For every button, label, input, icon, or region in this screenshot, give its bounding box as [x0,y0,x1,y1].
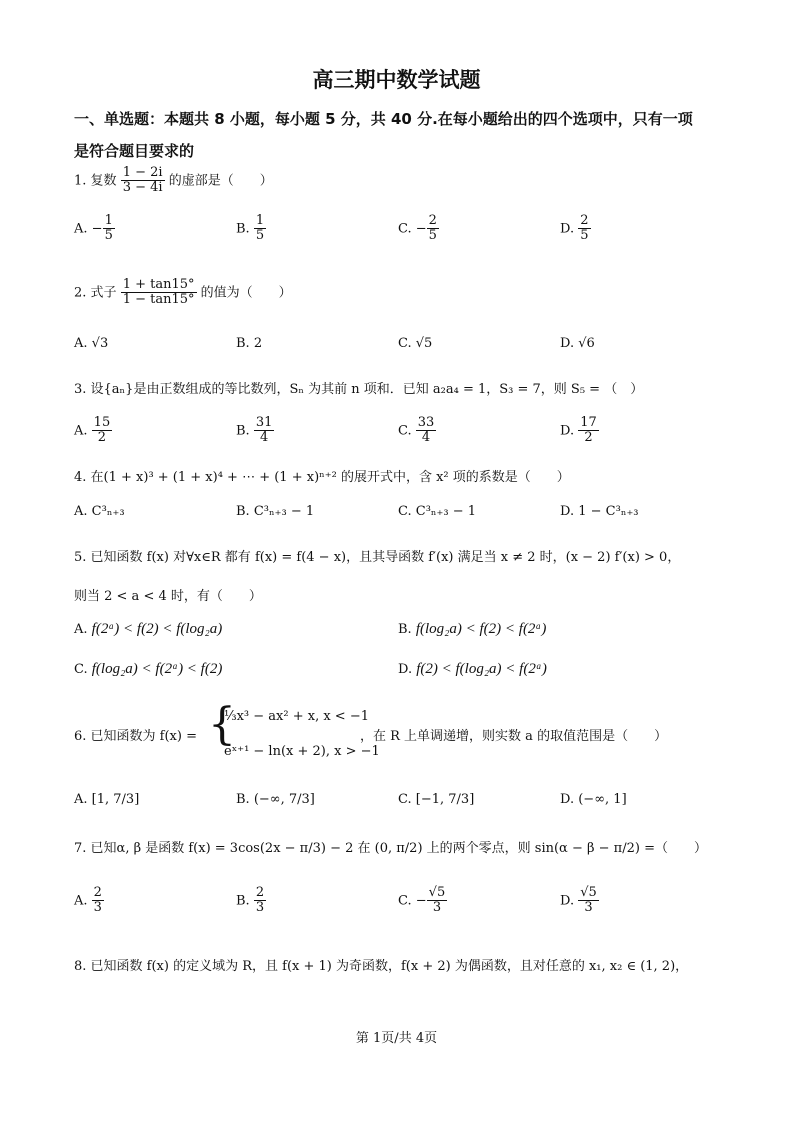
q2-option-b[interactable] [236,336,262,351]
question-7: 7. 已知α, β 是函数 f(x) = 3cos(2x − π/3) − 2 在 (0, π/2) 上的两个零点，则 sin(α − β − π/2) =（ ） [74,841,707,856]
q1-d-num: 2 [580,213,589,228]
q5-c-value: f(log₂a) < f(2ᵃ) < f(2) [91,661,223,677]
q3-b-label: B. [236,423,250,439]
q6-option-d[interactable] [560,792,627,807]
q5-a-label: A. [74,622,88,637]
q1-c-den: 5 [428,228,437,244]
q3-a-den: 2 [92,430,113,445]
q5-option-a[interactable] [74,621,222,638]
q6-d-label: D. [560,792,575,807]
q5-d-value: f(2) < f(log₂a) < f(2ᵃ) [416,661,547,677]
q3-d-label: D. [560,423,575,439]
q4-b-value: C³ₙ₊₃ − 1 [253,504,315,519]
q7-c-den: 3 [427,900,448,915]
q2-c-label: C. [398,336,412,351]
q4-option-c[interactable] [398,504,476,519]
section-heading-line2: 是符合题目要求的 [74,142,195,160]
q1-suffix: 的虚部是（ ） [168,173,273,189]
q2-d-value: √6 [578,336,595,351]
q6-brace: { [208,699,236,750]
q7-option-b[interactable] [236,886,266,916]
q1-fraction [121,166,165,196]
q2-c-value: √5 [415,336,433,351]
q7-d-num: √5 [580,885,597,900]
q7-a-den: 3 [93,900,102,916]
q1-frac-den: 3 − 4i [122,180,163,196]
q7-b-label: B. [236,893,250,909]
question-5-line2: 则当 2 < a < 4 时，有（ ） [74,589,262,604]
q4-a-value: C³ₙ₊₃ [91,504,125,519]
question-5-line1: 5. 已知函数 f(x) 对∀x∈R 都有 f(x) = f(4 − x)，且其导函数 f′(x) 满足当 x ≠ 2 时，(x − 2) f′(x) > 0， [74,550,681,565]
q3-c-label: C. [398,423,412,439]
q2-b-value: 2 [253,336,263,351]
q5-d-label: D. [398,662,413,677]
section-heading-line1: 一、单选题：本题共 8 小题，每小题 5 分，共 40 分.在每小题给出的四个选项中，只有一项 [74,110,693,128]
q1-option-a[interactable] [74,214,115,244]
q6-c-label: C. [398,792,412,807]
q5-b-label: B. [398,622,412,637]
q6-case1: ⅓x³ − ax² + x, x < −1 [224,709,369,724]
page-title: 高三期中数学试题 [312,68,481,92]
q1-c-sign: − [415,221,427,237]
q2-suffix: 的值为（ ） [200,285,292,301]
question-3: 3. 设{aₙ}是由正数组成的等比数列，Sₙ 为其前 n 项和．已知 a₂a₄ = 1，S₃ = 7，则 S₅ = （ ） [74,382,644,397]
q7-a-num: 2 [93,885,102,900]
q5-c-label: C. [74,662,88,677]
q7-option-c[interactable] [398,886,447,916]
q4-d-value: 1 − C³ₙ₊₃ [578,504,639,519]
q1-a-num: 1 [104,213,113,228]
q6-b-label: B. [236,792,250,807]
q7-c-label: C. [398,893,412,909]
q2-fraction [121,278,197,308]
q6-c-value: [−1, 7/3] [415,792,475,807]
q3-d-num: 17 [580,415,597,430]
q5-option-d[interactable] [398,661,547,678]
q7-option-a[interactable] [74,886,104,916]
q1-b-num: 1 [255,213,265,228]
q4-c-label: C. [398,504,412,519]
question-2 [74,278,292,308]
q6-option-b[interactable] [236,792,315,807]
q1-option-b[interactable] [236,214,266,244]
q6-suffix: ，在 R 上单调递增，则实数 a 的取值范围是（ ） [360,729,668,744]
q3-option-d[interactable] [560,416,599,446]
q1-b-den: 5 [255,228,265,244]
q1-a-sign: − [91,221,103,237]
q1-d-den: 5 [580,228,589,244]
q6-prefix: 6. 已知函数为 f(x) = [74,729,197,744]
q7-c-sign: − [415,893,427,909]
q3-b-den: 4 [254,430,275,445]
q1-b-label: B. [236,221,250,237]
q4-c-value: C³ₙ₊₃ − 1 [415,504,477,519]
q2-d-label: D. [560,336,575,351]
q3-a-label: A. [74,423,88,439]
q1-frac-num: 1 − 2i [122,165,163,180]
q2-a-value: √3 [91,336,109,351]
q3-d-den: 2 [578,430,599,445]
q5-b-value: f(log₂a) < f(2) < f(2ᵃ) [415,621,547,637]
q4-option-d[interactable] [560,504,639,519]
q3-c-den: 4 [416,430,437,445]
q1-a-den: 5 [104,228,113,244]
q1-d-label: D. [560,221,575,237]
q1-c-label: C. [398,221,412,237]
q4-b-label: B. [236,504,250,519]
q6-case2: eˣ⁺¹ − ln(x + 2), x > −1 [224,744,380,759]
q3-option-a[interactable] [74,416,112,446]
q4-d-label: D. [560,504,575,519]
q1-option-d[interactable] [560,214,591,244]
q5-option-b[interactable] [398,621,546,638]
q7-b-num: 2 [255,885,265,900]
q4-option-b[interactable] [236,504,314,519]
q6-d-value: (−∞, 1] [578,792,627,807]
q4-option-a[interactable] [74,504,125,519]
q3-a-num: 15 [93,415,111,430]
q7-a-label: A. [74,893,88,909]
q1-number: 1. 复数 [74,173,117,189]
q7-d-den: 3 [578,900,599,915]
q6-a-value: [1, 7/3] [91,792,140,807]
q3-option-b[interactable] [236,416,274,446]
q1-option-c[interactable] [398,214,439,244]
question-8: 8. 已知函数 f(x) 的定义域为 R，且 f(x + 1) 为奇函数，f(x + 2) 为偶函数，且对任意的 x₁, x₂ ∈ (1, 2)， [74,959,689,974]
q2-frac-den: 1 − tan15° [122,292,195,308]
q1-a-label: A. [74,221,88,237]
page-footer: 第 1页/共 4页 [355,1031,438,1046]
q6-b-value: (−∞, 7/3] [253,792,315,807]
q7-option-d[interactable] [560,886,599,916]
question-4: 4. 在(1 + x)³ + (1 + x)⁴ + ⋯ + (1 + x)ⁿ⁺² 的展开式中，含 x² 项的系数是（ ） [74,470,570,485]
q2-number: 2. 式子 [74,285,117,301]
q1-c-num: 2 [428,213,437,228]
q5-option-c[interactable] [74,661,222,678]
q3-b-num: 31 [255,415,273,430]
q2-b-label: B. [236,336,250,351]
question-1 [74,166,273,196]
q2-option-c[interactable] [398,336,432,351]
q2-option-d[interactable] [560,336,595,351]
q7-d-label: D. [560,893,575,909]
q6-a-label: A. [74,792,88,807]
q4-a-label: A. [74,504,88,519]
q2-frac-num: 1 + tan15° [122,277,195,292]
q3-c-num: 33 [417,415,435,430]
q2-option-a[interactable] [74,336,108,351]
q6-option-a[interactable] [74,792,139,807]
q3-option-c[interactable] [398,416,436,446]
q6-option-c[interactable] [398,792,474,807]
q7-c-num: √5 [428,885,446,900]
q5-a-value: f(2ᵃ) < f(2) < f(log₂a) [91,621,223,637]
q2-a-label: A. [74,336,88,351]
q7-b-den: 3 [255,900,265,916]
